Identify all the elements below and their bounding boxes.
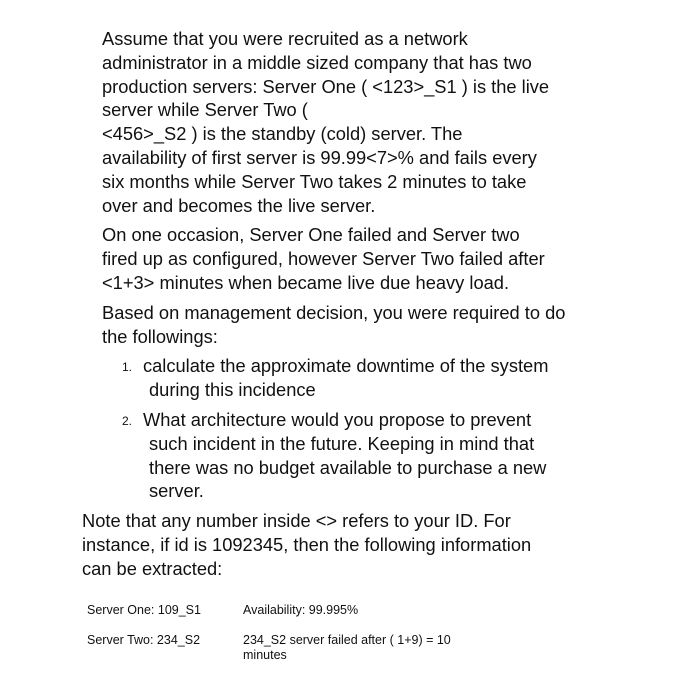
text-line: Availability: 99.995% [243,603,359,617]
example-server-one: Server One: 109_S1 [87,603,201,617]
task-number: 1. [122,360,133,375]
text-line: fired up as configured, however Server Two failed after [102,248,545,270]
task-number: 2. [122,413,133,428]
task-item [102,408,662,503]
incident-paragraph [102,223,662,294]
text-line: availability of first server is 99.99<7>% and fails every [102,146,537,168]
text-line: On one occasion, Server One failed and Server two [102,224,520,246]
text-line: instance, if id is 1092345, then the following information [82,533,532,555]
text-line: the followings: [102,325,218,347]
scenario-paragraph [102,27,662,217]
text-line: calculate the approximate downtime of the system [143,355,549,377]
example-availability [243,603,503,618]
text-line: minutes [243,648,287,662]
example-server-two: Server Two: 234_S2 [87,633,201,647]
text-line: What architecture would you propose to prevent [143,408,532,430]
text-line: <1+3> minutes when became live due heavy load. [102,271,510,293]
text-line: there was no budget available to purchase a new [149,456,547,478]
requirement-paragraph [102,301,662,349]
text-line: production servers: Server One ( <123>_S1 ) is the live [102,75,550,97]
text-line: <456>_S2 ) is the standby (cold) server. The [102,123,463,145]
id-note [82,509,642,580]
text-line: over and becomes the live server. [102,194,376,216]
question-body [102,27,662,509]
text-line: server while Server Two ( [102,99,308,121]
task-list [102,354,662,503]
text-line: during this incidence [149,379,316,401]
text-line: six months while Server Two takes 2 minutes to take [102,170,527,192]
text-line: Note that any number inside <> refers to your ID. For [82,510,511,531]
text-line: can be extracted: [82,557,223,579]
text-line: server. [149,480,204,502]
text-line: 234_S2 server failed after ( 1+9) = 10 [243,633,451,647]
text-line: Assume that you were recruited as a network [102,28,468,49]
text-line: Based on management decision, you were required to do [102,301,566,323]
text-line: administrator in a middle sized company that has two [102,51,532,73]
task-item [102,354,662,402]
example-failure [243,633,503,663]
text-line: such incident in the future. Keeping in mind that [149,432,535,454]
